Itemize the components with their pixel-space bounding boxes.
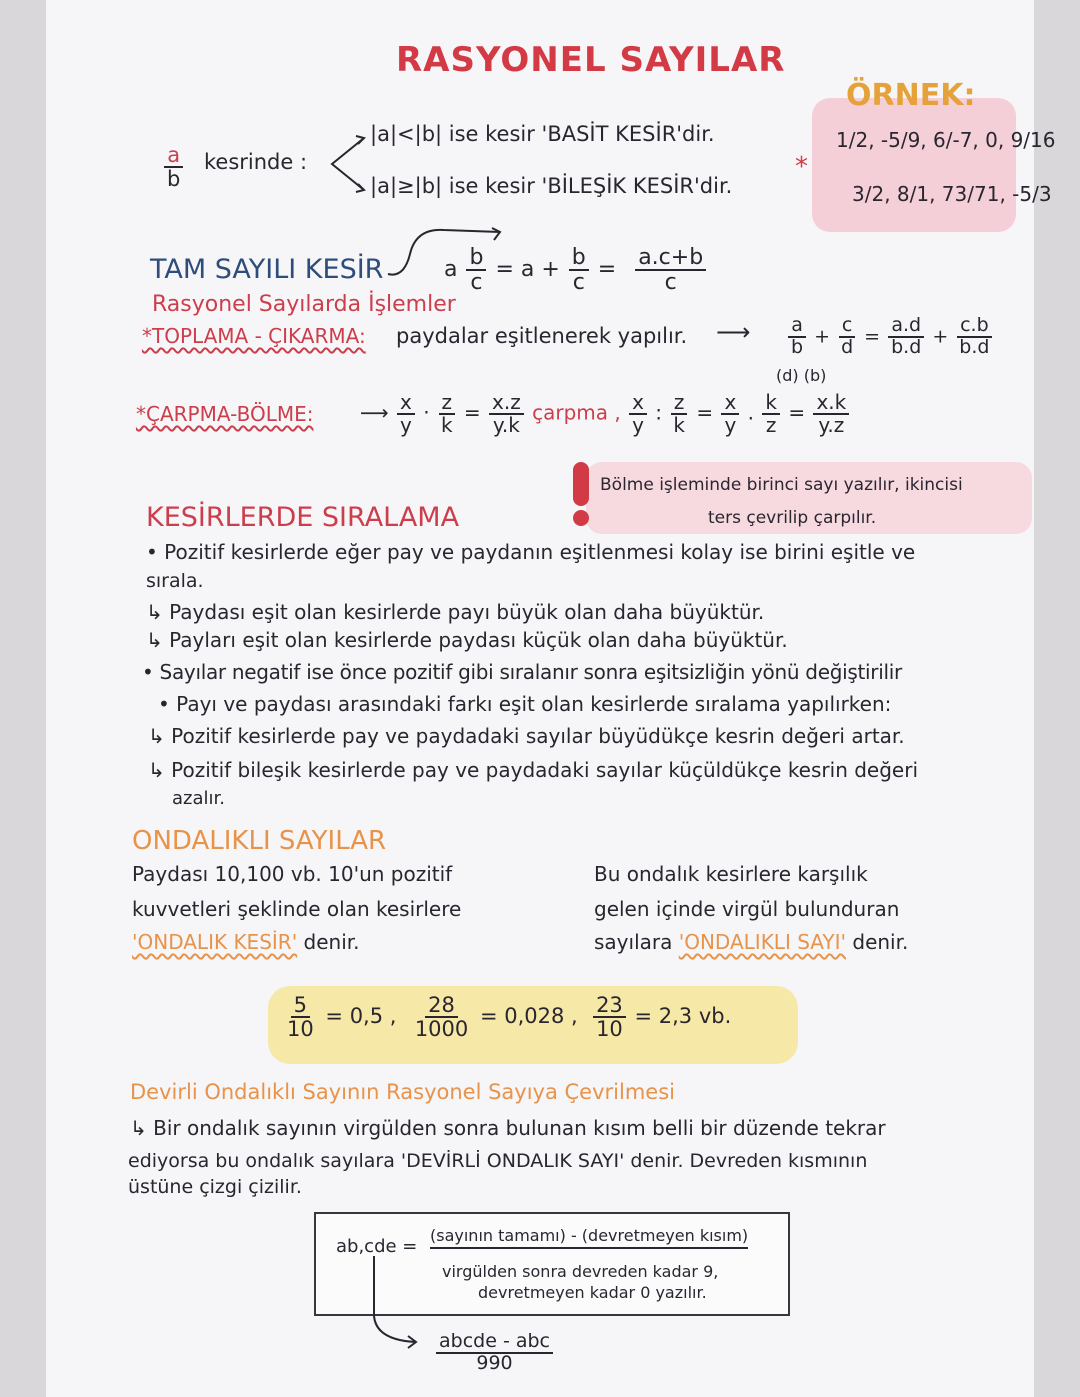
tf-a: a — [788, 316, 806, 338]
siralama-line-5: • Sayılar negatif ise önce pozitif gibi sıralanır sonra eşitsizliğin yönü değiştirilir — [142, 660, 902, 684]
ornek-label: ÖRNEK: — [846, 78, 976, 113]
ex2-num: 28 — [425, 994, 458, 1018]
tf-d: d — [841, 335, 854, 358]
bf-y: y — [632, 413, 644, 437]
page-title: RASYONEL SAYILAR — [396, 40, 786, 80]
ab-fraction — [162, 144, 185, 190]
tam-den: c — [664, 270, 677, 296]
bf-y2: y — [724, 413, 737, 437]
ondalikli-sayi-term: 'ONDALIKLI SAYI' — [678, 930, 847, 954]
tam-b2: b — [569, 246, 589, 271]
ondalik-kesir-term: 'ONDALIK KESİR' — [132, 930, 298, 954]
tf-r1d: b.d — [891, 335, 922, 358]
devirli-example-den: 990 — [476, 1351, 513, 1374]
basit-kesir-rule: |a|<|b| ise kesir 'BASİT KESİR'dir. — [370, 122, 715, 146]
toplama-label-text: *TOPLAMA - ÇIKARMA: — [142, 324, 366, 348]
ondalikli-left-3 — [132, 930, 360, 954]
toplama-arrow-icon: ⟶ — [716, 318, 751, 346]
ondalikli-right-2: gelen içinde virgül bulunduran — [594, 897, 900, 921]
siralama-line-3: ↳ Paydası eşit olan kesirlerde payı büyük olan daha büyüktür. — [146, 600, 765, 624]
decimal-examples — [282, 994, 731, 1040]
bf-bd: y.z — [818, 413, 845, 437]
ondalikli-right-3 — [594, 930, 908, 954]
bolme-note-line-1: Bölme işleminde birinci sayı yazılır, ikincisi — [600, 475, 963, 495]
star-icon: * — [795, 152, 808, 182]
devirli-heading: Devirli Ondalıklı Sayının Rasyonel Sayıya Çevrilmesi — [130, 1080, 675, 1104]
bf-x2: x — [721, 392, 739, 415]
siralama-line-2: sırala. — [146, 570, 204, 592]
ornek-box — [812, 98, 1016, 232]
toplama-formula: $\frac{a}{b}$ + $\frac{c}{d}$ = $\frac{a.d}{b.d}$ + $\frac{c.b}{b.d}$ — [786, 316, 994, 358]
carpma-formula: ⟶ $\frac{x}{y}$ · $\frac{z}{k}$ = $\frac{x.z}{y.k}$ çarpma , $\frac{x}{y}$ : $\frac{z}{k}$ = $\frac{x}{y}$ . $\frac{k}{z}$ = $\frac{x.k}{y.z}$ — [360, 392, 851, 436]
siralama-line-9: azalır. — [172, 788, 225, 809]
tam-sayili-formula — [444, 246, 708, 294]
ondalikli-heading: ONDALIKLI SAYILAR — [132, 826, 387, 856]
tam-sayili-label: TAM SAYILI KESİR — [150, 254, 384, 285]
bf-z2: z — [765, 413, 777, 437]
siralama-line-7: ↳ Pozitif kesirlerde pay ve paydadaki sayılar büyüdükçe kesrin değeri artar. — [148, 724, 905, 748]
siralama-line-4: ↳ Payları eşit olan kesirlerde paydası küçük olan daha büyüktür. — [146, 628, 788, 652]
bf-x: x — [629, 392, 647, 415]
tam-a: a — [444, 257, 458, 283]
tf-r2d: b.d — [959, 335, 990, 358]
toplama-under: (d) (b) — [776, 366, 827, 385]
ex2-den: 1000 — [414, 1017, 469, 1042]
r3c: denir. — [846, 930, 909, 954]
ex3-den: 10 — [596, 1017, 623, 1042]
devirli-arrow — [368, 1256, 438, 1356]
devirli-line-1: ↳ Bir ondalık sayının virgülden sonra bulunan kısım belli bir düzende tekrar — [130, 1116, 886, 1140]
tf-r2n: c.b — [957, 316, 992, 338]
tam-eq: = — [597, 257, 617, 283]
islemler-heading: Rasyonel Sayılarda İşlemler — [152, 292, 456, 317]
siralama-heading: KESİRLERDE SIRALAMA — [146, 502, 460, 533]
carpma-arrow-icon: ⟶ — [360, 400, 389, 425]
tam-num: a.c+b — [635, 246, 706, 271]
r3a: sayılara — [594, 930, 679, 954]
frac-a: a — [164, 144, 183, 168]
toplama-label — [142, 324, 366, 348]
frac-b: b — [167, 167, 181, 192]
tam-b: b — [466, 246, 486, 271]
cf-x: x — [397, 392, 415, 415]
devirli-formula-den-1: virgülden sonra devreden kadar 9, — [442, 1262, 719, 1281]
cf-z: z — [439, 392, 456, 415]
bf-z: z — [671, 392, 688, 415]
ondalikli-left-2: kuvvetleri şeklinde olan kesirlere — [132, 897, 462, 921]
tf-c: c — [839, 316, 855, 338]
tf-b: b — [791, 335, 804, 358]
cf-rd: y.k — [492, 413, 520, 437]
cf-rn: x.z — [489, 392, 524, 415]
ex1-den: 10 — [287, 1017, 314, 1042]
devirli-formula-left: ab,cde = — [336, 1236, 418, 1257]
devirli-formula-den-2: devretmeyen kadar 0 yazılır. — [478, 1283, 707, 1302]
siralama-line-1: • Pozitif kesirlerde eğer pay ve paydanın eşitlenmesi kolay ise birini eşitle ve — [146, 540, 916, 564]
ondalikli-right-1: Bu ondalık kesirlere karşılık — [594, 862, 868, 886]
ondalikli-left-1: Paydası 10,100 vb. 10'un pozitif — [132, 862, 453, 886]
carpma-label — [136, 402, 314, 426]
devirli-line-3: üstüne çizgi çizilir. — [128, 1176, 302, 1198]
devirli-formula-num: (sayının tamamı) - (devretmeyen kısım) — [430, 1226, 748, 1249]
ex3-val: = 2,3 vb. — [634, 1004, 732, 1029]
ex3-num: 23 — [593, 994, 626, 1018]
ondalik-kesir-denir: denir. — [297, 930, 360, 954]
carpma-label-text: *ÇARPMA-BÖLME: — [136, 402, 314, 426]
ex1-num: 5 — [291, 994, 310, 1018]
bf-k2: k — [762, 392, 780, 415]
tam-plus: = a + — [495, 257, 560, 283]
siralama-line-8: ↳ Pozitif bileşik kesirlerde pay ve paydadaki sayılar küçüldükçe kesrin değeri — [148, 758, 918, 782]
tf-r1n: a.d — [888, 316, 924, 338]
bilesik-kesir-rule: |a|≥|b| ise kesir 'BİLEŞİK KESİR'dir. — [370, 174, 733, 198]
tam-c2: c — [572, 270, 585, 296]
ex1-val: = 0,5 , — [325, 1004, 397, 1029]
bf-k: k — [673, 413, 685, 437]
devirli-example — [434, 1332, 555, 1374]
toplama-text: paydalar eşitlenerek yapılır. — [396, 324, 688, 348]
cf-k: k — [440, 413, 453, 437]
bf-bn: x.k — [813, 392, 849, 415]
kesrinde-text: kesrinde : — [204, 150, 308, 174]
ex2-val: = 0,028 , — [479, 1004, 578, 1029]
cf-y: y — [400, 413, 412, 437]
tam-c: c — [470, 270, 483, 296]
brace-arrows — [318, 132, 368, 196]
ornek-row-1: 1/2, -5/9, 6/-7, 0, 9/16 — [836, 128, 1056, 152]
ornek-row-2: 3/2, 8/1, 73/71, -5/3 — [852, 182, 1052, 206]
siralama-line-6: • Payı ve paydası arasındaki farkı eşit olan kesirlerde sıralama yapılırken: — [158, 692, 892, 716]
devirli-example-num: abcde - abc — [436, 1332, 553, 1354]
devirli-line-2: ediyorsa bu ondalık sayılara 'DEVİRLİ ONDALIK SAYI' denir. Devreden kısmının — [128, 1150, 868, 1172]
carpma-word: çarpma , — [532, 400, 621, 425]
bolme-note-line-2: ters çevrilip çarpılır. — [708, 508, 877, 528]
exclamation-icon — [568, 462, 594, 526]
